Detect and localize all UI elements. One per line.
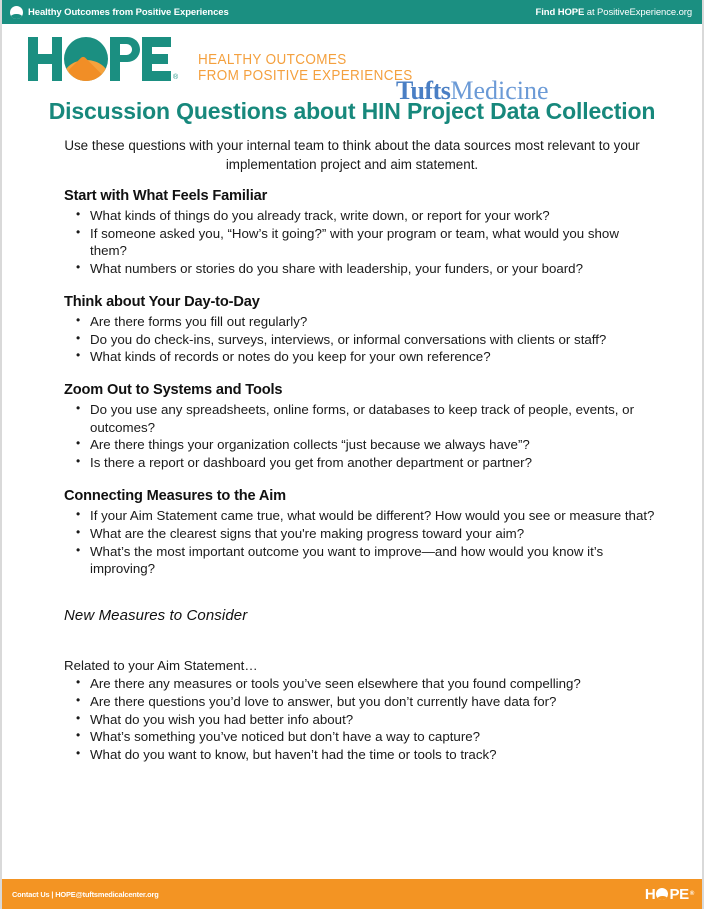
list-item: • What numbers or stories do you share with leadership, your funders, or your board?	[64, 260, 658, 277]
question-list	[64, 507, 658, 577]
question-list	[64, 401, 658, 471]
footer-hope-logo	[645, 886, 694, 902]
list-item: • Are there forms you fill out regularly?	[64, 313, 658, 330]
top-bar-website-link[interactable]	[536, 7, 692, 18]
question-list	[64, 675, 658, 763]
footer-letter-h: H	[644, 885, 656, 903]
tagline-line-1: HEALTHY OUTCOMES	[198, 52, 347, 68]
list-item: • Is there a report or dashboard you get from another department or partner?	[64, 454, 658, 471]
top-bar-find-hope-label: Find HOPE	[535, 6, 585, 18]
registered-trademark-icon: ®	[689, 891, 694, 897]
list-item: • If your Aim Statement came true, what would be different? How would you see or measure that?	[64, 507, 658, 524]
list-item: • Are there things your organization collects “just because we always have”?	[64, 436, 658, 453]
spacer	[64, 627, 658, 657]
list-item: • What’s something you’ve noticed but don’t have a way to capture?	[64, 728, 658, 745]
letter-e-glyph	[142, 37, 171, 81]
section-start-with-what-feels-familiar	[64, 188, 658, 277]
footer-letters-pe: PE	[669, 885, 689, 903]
spacer	[64, 594, 658, 607]
list-item: • What do you wish you had better info about?	[64, 711, 658, 728]
tagline-line-2: FROM POSITIVE EXPERIENCES	[198, 67, 413, 84]
section-heading: Zoom Out to Systems and Tools	[64, 382, 283, 399]
section-heading: Connecting Measures to the Aim	[64, 488, 287, 505]
section-new-measures-to-consider	[64, 607, 658, 763]
top-bar	[2, 0, 702, 24]
section-zoom-out-to-systems-and-tools	[64, 382, 658, 471]
letter-h-glyph	[28, 37, 62, 81]
list-item: • Are there any measures or tools you’ve seen elsewhere that you found compelling?	[64, 675, 658, 692]
list-item: • Do you do check-ins, surveys, interviews, or informal conversations with clients or staff?	[64, 331, 658, 348]
section-think-about-your-day-to-day	[64, 294, 658, 366]
list-item: • What are the clearest signs that you're making progress toward your aim?	[64, 525, 658, 542]
question-list	[64, 313, 658, 366]
section-connecting-measures-to-the-aim	[64, 488, 658, 577]
section-heading: Start with What Feels Familiar	[64, 188, 268, 204]
medicine-label: Medicine	[450, 76, 549, 105]
list-item: • What kinds of records or notes do you keep for your own reference?	[64, 348, 658, 365]
hope-wordmark	[28, 36, 171, 82]
list-item: • What’s the most important outcome you want to improve—and how would you know it’s improving?	[64, 543, 658, 577]
page-title: Discussion Questions about HIN Project Data Collection	[48, 98, 656, 124]
intro-paragraph: Use these questions with your internal team to think about the data sources most relevant to your implementation project and aim statement.	[64, 138, 640, 172]
list-item: • Do you use any spreadsheets, online forms, or databases to keep track of people, events, or outcomes?	[64, 401, 658, 435]
footer-bar	[2, 879, 702, 909]
hope-tagline	[198, 53, 413, 84]
hope-circle-icon	[10, 6, 23, 19]
list-item: • Are there questions you’d love to answer, but you don’t currently have data for?	[64, 693, 658, 710]
list-item: • If someone asked you, “How’s it going?” with your program or team, what would you show them?	[64, 225, 658, 259]
questions-content	[64, 188, 658, 780]
top-bar-url-label: at PositiveExperience.org	[584, 6, 692, 18]
hope-sun-bowl-icon	[64, 37, 108, 81]
question-list	[64, 207, 658, 277]
letter-p-glyph	[110, 37, 140, 81]
registered-trademark-icon: ®	[173, 74, 179, 81]
top-bar-tagline: Healthy Outcomes from Positive Experiences	[28, 6, 229, 18]
section-heading: New Measures to Consider	[64, 607, 248, 625]
branding-row	[2, 24, 702, 105]
hope-circle-icon	[656, 888, 668, 900]
list-item: • What do you want to know, but haven’t had the time or tools to track?	[64, 746, 658, 763]
new-measures-lead-in: Related to your Aim Statement…	[64, 658, 258, 674]
list-item: • What kinds of things do you already track, write down, or report for your work?	[64, 207, 658, 224]
tufts-bold-label: Tufts	[396, 76, 451, 105]
hope-logo	[28, 36, 178, 82]
top-bar-left-group	[10, 6, 229, 19]
footer-contact-link[interactable]: Contact Us | HOPE@tuftsmedicalcenter.org	[12, 889, 159, 899]
section-heading: Think about Your Day-to-Day	[64, 293, 260, 310]
